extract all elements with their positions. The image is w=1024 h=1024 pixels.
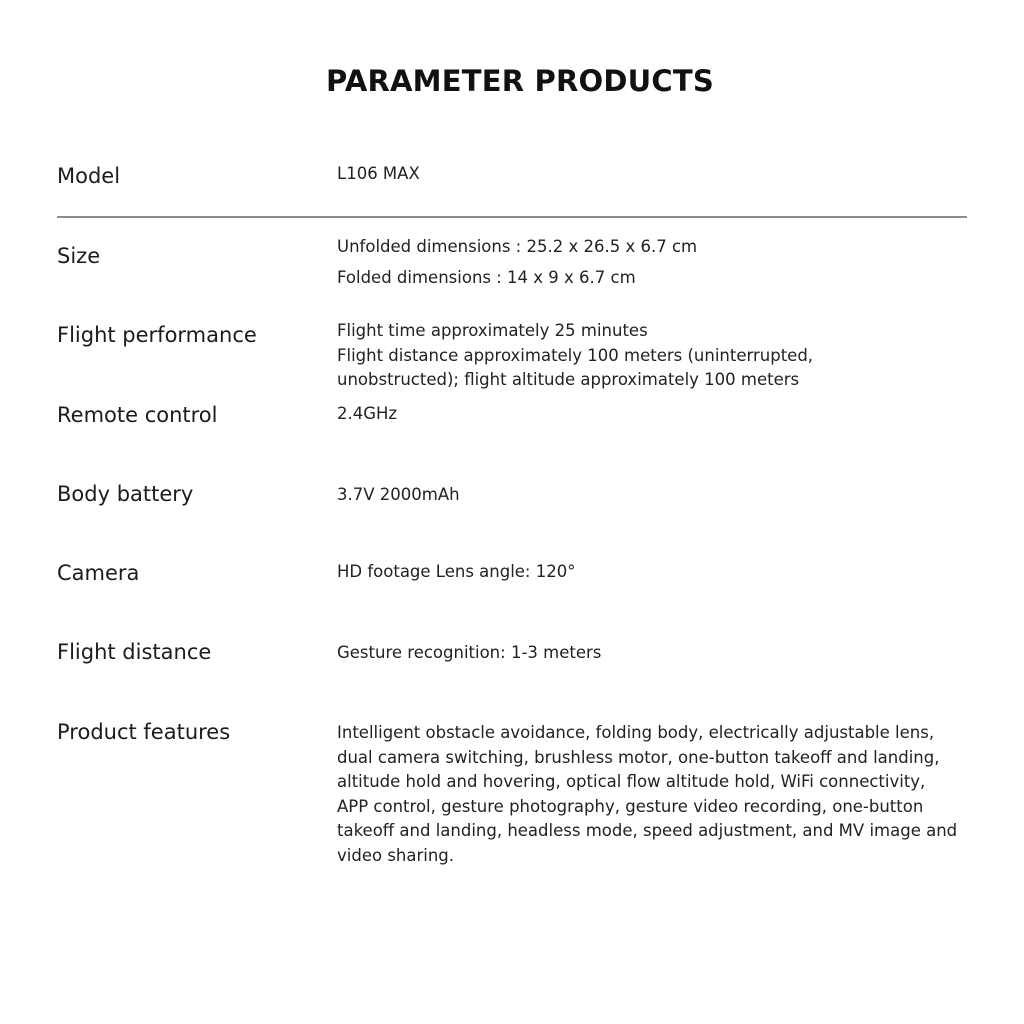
spec-value-line: Gesture recognition: 1-3 meters: [337, 643, 602, 662]
spec-value-remote-control: [337, 402, 977, 427]
spec-value-flight-performance: [337, 319, 977, 393]
spec-label-body-battery: Body battery: [57, 482, 194, 506]
spec-label-flight-performance: Flight performance: [57, 323, 257, 347]
spec-value-body-battery: [337, 483, 977, 508]
divider: [57, 216, 967, 218]
page-title: PARAMETER PRODUCTS: [326, 64, 714, 98]
spec-label-product-features: Product features: [57, 720, 231, 744]
spec-value-product-features: [337, 721, 977, 869]
spec-value-model: [337, 162, 977, 187]
spec-value-line: 2.4GHz: [337, 404, 398, 423]
spec-value-line: 3.7V 2000mAh: [337, 485, 460, 504]
spec-label-size: Size: [57, 244, 101, 268]
spec-value-line: L106 MAX: [337, 164, 420, 183]
spec-value-line: dual camera switching, brushless motor, one-button takeoff and landing,: [337, 747, 940, 767]
spec-value-line: Unfolded dimensions : 25.2 x 26.5 x 6.7 cm: [337, 237, 698, 256]
spec-value-line: unobstructed); flight altitude approximately 100 meters: [337, 370, 800, 390]
spec-value-line: APP control, gesture photography, gesture video recording, one-button: [337, 796, 924, 816]
spec-value-line: Flight distance approximately 100 meters (uninterrupted,: [337, 345, 814, 365]
spec-value-line: Folded dimensions : 14 x 9 x 6.7 cm: [337, 267, 636, 287]
spec-label-camera: Camera: [57, 561, 140, 585]
spec-value-size: [337, 235, 977, 290]
spec-value-line: Flight time approximately 25 minutes: [337, 321, 648, 340]
spec-value-flight-distance: [337, 641, 977, 666]
spec-label-model: Model: [57, 164, 121, 188]
spec-value-line: Intelligent obstacle avoidance, folding body, electrically adjustable lens,: [337, 723, 935, 742]
spec-label-remote-control: Remote control: [57, 403, 218, 427]
spec-value-line: altitude hold and hovering, optical flow altitude hold, WiFi connectivity,: [337, 772, 926, 792]
spec-value-line: HD footage Lens angle: 120°: [337, 562, 576, 581]
spec-value-camera: [337, 560, 977, 585]
spec-label-flight-distance: Flight distance: [57, 640, 212, 664]
spec-value-line: video sharing.: [337, 845, 455, 865]
spec-value-line: takeoff and landing, headless mode, speed adjustment, and MV image and: [337, 821, 958, 841]
